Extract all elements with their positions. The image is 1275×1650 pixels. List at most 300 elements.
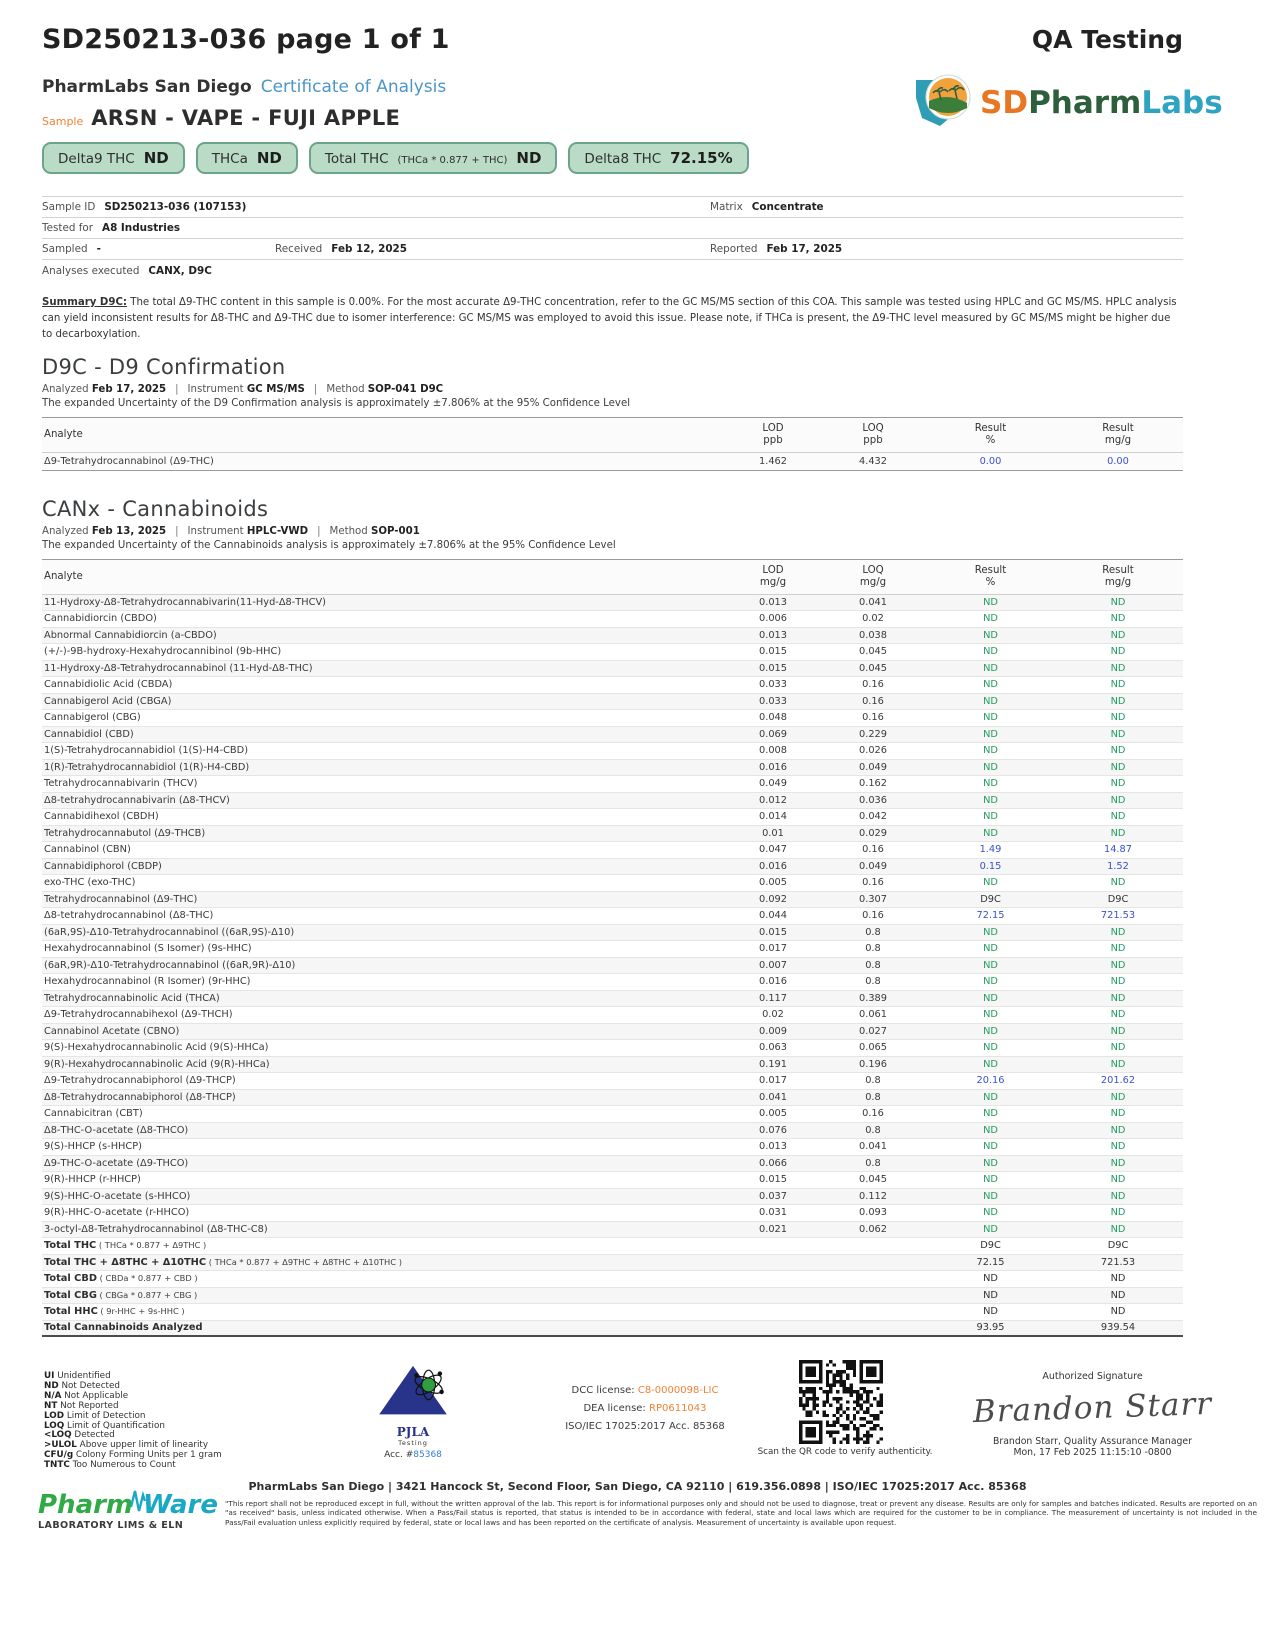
legend-abbr: NT [44,1400,58,1411]
d9c-meta-line [42,384,1165,395]
loq-value: 0.038 [858,629,888,641]
analyte-row [42,727,1183,744]
tested-for-label: Tested for [42,222,94,234]
total-row [42,1255,1183,1272]
analyte-row [42,941,1183,958]
dates-row [42,239,1183,260]
analyte-name: Tetrahydrocannabinol (Δ9-THC) [44,893,198,905]
analyte-row [42,595,1183,612]
column-loq: LOQ mg/g [859,564,887,588]
matrix-value: Concentrate [751,201,824,213]
result-mgg: ND [1110,794,1126,806]
analyte-name: 1(R)-Tetrahydrocannabidiol (1(R)-H4-CBD) [44,761,250,773]
lod-value: 0.117 [758,992,788,1004]
result-mgg: ND [1110,745,1126,757]
legend-abbr: TNTC [44,1460,70,1471]
d9c-table-header [42,417,1183,453]
analyte-name: Δ9-Tetrahydrocannabinol (Δ9-THC) [44,455,214,467]
lod-value: 0.014 [758,811,788,823]
result-percent: ND [983,761,998,773]
received-value: Feb 12, 2025 [331,243,408,255]
badge-label: Total THC [324,151,389,167]
total-formula: ( THCa * 0.877 + Δ9THC ) [96,1240,207,1251]
result-mgg: ND [1110,778,1126,790]
lod-value: 0.015 [758,662,788,674]
analyte-row [42,710,1183,727]
result-percent: ND [983,1124,998,1136]
result-percent: ND [983,1091,998,1103]
analyte-name: Δ9-Tetrahydrocannabihexol (Δ9-THCH) [44,1009,233,1021]
total-formula: ( CBGa * 0.877 + CBG ) [96,1289,198,1300]
pjla-accreditation-number [358,1450,468,1460]
analyte-name: Cannabinol Acetate (CBNO) [44,1025,180,1037]
total-label [42,1273,728,1284]
canx-uncertainty-note: The expanded Uncertainty of the Cannabinoids analysis is approximately ±7.806% at the 95% Confidence Level [42,539,616,551]
result-mgg: 14.87 [1103,844,1133,856]
verification-qr-code [799,1360,883,1444]
total-row [42,1238,1183,1255]
analyte-row [42,1205,1183,1222]
loq-value: 0.307 [858,893,888,905]
result-percent: ND [983,662,998,674]
pharmware-ware: Ware [143,1490,218,1520]
reported-value: Feb 17, 2025 [766,243,843,255]
analyte-row [42,925,1183,942]
sample-label: Sample [42,115,84,128]
column-analyte: Analyte [44,429,83,440]
badge-delta9-thc [42,142,185,174]
result-mgg: ND [1110,1058,1126,1070]
qa-testing-title: QA Testing [1031,25,1183,54]
badge-value: ND [256,149,282,167]
result-mgg: D9C [1107,1240,1129,1252]
lod-value: 0.044 [758,910,788,922]
analyte-name: Cannabigerol (CBG) [44,712,141,724]
dea-license-label: DEA license: [583,1403,646,1414]
result-percent: 1.49 [979,844,1002,856]
badge-total-thc [309,142,558,174]
analyte-row [42,908,1183,925]
d9c-section-title: D9C - D9 Confirmation [42,355,286,379]
result-mgg: ND [1110,959,1126,971]
analyte-name: (6aR,9S)-Δ10-Tetrahydrocannabinol ((6aR,9S)-Δ10) [44,926,295,938]
loq-value: 0.8 [865,926,881,938]
sampled-label: Sampled [42,243,88,255]
analyte-name: Cannabidiorcin (CBDO) [44,613,157,625]
result-percent: ND [983,877,998,889]
lod-value: 0.005 [758,877,788,889]
analyte-name: Δ9-THC-O-acetate (Δ9-THCO) [44,1157,189,1169]
result-mgg: ND [1110,646,1126,658]
loq-value: 0.8 [865,1157,881,1169]
abbreviation-legend [44,1372,222,1471]
result-percent: 20.16 [976,1075,1005,1087]
page-header [42,24,1183,55]
column-lod: LOD mg/g [759,564,787,588]
result-mgg: ND [1110,1289,1126,1301]
pjla-testing-label: Testing [398,1439,428,1447]
loq-value: 0.8 [865,943,881,955]
legend-abbr: <LOQ [44,1430,72,1441]
sdpharmlabs-emblem-icon [912,70,976,136]
meta-value: HPLC-VWD [246,525,309,537]
badge-value: ND [516,149,542,167]
result-percent: ND [983,596,998,608]
loq-value: 0.041 [858,596,888,608]
meta-value: SOP-001 [371,525,420,537]
lab-name: PharmLabs San Diego [42,77,252,97]
result-percent: ND [983,646,998,658]
badge-thca [196,142,298,174]
lod-value: 0.047 [758,844,788,856]
meta-separator: | [175,384,179,395]
sample-id-value: SD250213-036 (107153) [104,201,247,213]
d9c-uncertainty-note: The expanded Uncertainty of the D9 Confirmation analysis is approximately ±7.806% at the 95% Confidence Level [42,398,631,409]
pjla-accreditation [358,1362,468,1460]
loq-value: 0.062 [858,1223,888,1235]
result-percent: D9C [980,1240,1001,1252]
total-label [42,1290,728,1301]
pjla-logo-icon [374,1405,452,1424]
loq-value: 4.432 [858,455,888,467]
analyte-row [42,644,1183,661]
total-label [42,1257,728,1268]
summary-text: The total Δ9-THC content in this sample is 0.00%. For the most accurate Δ9-THC concentration, refer to the GC MS/MS section of this COA. This sample was tested using HPLC and GC MS/MS. HPLC analysis can yield inconsistent results for Δ8-THC and Δ9-THC due to isomer interference: GC MS/MS was employed to avoid this issue. Please note, if THCa is present, the Δ9-THC level measured by GC MS/MS might be higher due to decarboxylation. [42,297,1177,340]
column-result-mgg: Result mg/g [1102,564,1134,588]
column-analyte: Analyte [44,570,83,582]
canx-meta-line [42,526,1165,537]
loq-value: 0.042 [858,811,888,823]
result-mgg: ND [1110,1025,1126,1037]
analyte-row [42,776,1183,793]
pharmware-wordmark [38,1487,218,1520]
analyte-name: 3-octyl-Δ8-Tetrahydrocannabinol (Δ8-THC-C8) [44,1223,268,1235]
signature-handwriting: Brandon Starr [972,1385,1213,1431]
sample-id-row [42,197,1183,218]
lod-value: 0.006 [758,613,788,625]
badge-delta8-thc [568,142,748,174]
result-percent: ND [983,943,998,955]
analyte-name: Tetrahydrocannabinolic Acid (THCA) [44,992,220,1004]
result-percent: ND [983,728,998,740]
analyte-name: Hexahydrocannabinol (S Isomer) (9s-HHC) [44,943,252,955]
analyte-row [42,1123,1183,1140]
canx-table-header [42,559,1183,595]
meta-label: Analyzed [42,525,92,537]
legend-desc: Colony Forming Units per 1 gram [73,1450,222,1461]
lod-value: 0.037 [758,1190,788,1202]
result-mgg: ND [1110,1091,1126,1103]
meta-value: Feb 13, 2025 [91,525,167,537]
lod-value: 0.01 [762,827,784,839]
loq-value: 0.16 [862,1108,884,1120]
analyte-name: 9(R)-HHC-O-acetate (r-HHCO) [44,1207,190,1219]
loq-value: 0.02 [862,613,884,625]
analyte-row [42,1106,1183,1123]
analyte-row [42,991,1183,1008]
legend-desc: Detected [71,1430,115,1441]
logo-sd: SD [980,85,1029,121]
logo-pharm: Pharm [1028,85,1142,121]
legend-desc: Limit of Detection [64,1410,146,1421]
lod-value: 0.016 [758,860,788,872]
column-loq: LOQ ppb [862,423,884,446]
lod-value: 0.02 [762,1009,784,1021]
legend-abbr: CFU/g [44,1450,74,1461]
lod-value: 0.031 [758,1207,788,1219]
qr-caption: Scan the QR code to verify authenticity. [757,1447,933,1457]
analyte-name: 11-Hydroxy-Δ8-Tetrahydrocannabivarin(11-Hyd-Δ8-THCV) [44,596,327,608]
tested-for-value: A8 Industries [102,222,181,234]
result-percent: ND [983,1190,998,1202]
analyte-name: Δ9-Tetrahydrocannabiphorol (Δ9-THCP) [44,1075,236,1087]
result-mgg: ND [1110,728,1126,740]
result-percent: ND [983,1058,998,1070]
legend-desc: Not Applicable [61,1390,129,1401]
sampled-value: - [96,243,101,255]
result-percent: ND [983,1042,998,1054]
analyte-row [42,661,1183,678]
pjla-name: PJLA [396,1425,430,1439]
d9c-results-table [42,417,1183,471]
analyte-name: 9(R)-HHCP (r-HHCP) [44,1174,141,1186]
result-mgg: ND [1110,629,1126,641]
analyte-name: Tetrahydrocannabutol (Δ9-THCB) [44,827,206,839]
dcc-license-value: C8-0000098-LIC [637,1385,719,1396]
analyte-row [42,1073,1183,1090]
loq-value: 0.036 [858,794,888,806]
analyte-row [42,809,1183,826]
legend-abbr: >ULOL [44,1440,77,1451]
loq-value: 0.16 [862,910,884,922]
signature-block [950,1371,1235,1458]
analyte-row [42,1172,1183,1189]
result-mgg: ND [1110,1273,1126,1285]
analyte-row [42,793,1183,810]
loq-value: 0.026 [858,745,888,757]
loq-value: 0.16 [862,712,884,724]
loq-value: 0.049 [858,761,888,773]
result-mgg: ND [1110,1207,1126,1219]
result-percent: ND [983,1174,998,1186]
result-mgg: ND [1110,1042,1126,1054]
total-formula: ( CBDa * 0.877 + CBD ) [96,1273,198,1284]
lod-value: 0.012 [758,794,788,806]
report-disclaimer: "This report shall not be reproduced except in full, without the written approval of the lab. This report is for informational purposes only and should not be used to diagnose, treat or prevent any disease. Results are only for samples and batches indicated. Results are reported on an "as received" basis, unless indicated otherwise. When a Pass/Fail status is reported, that status is intended to be in accordance with federal, state and local laws which are required for the customer to be in compliance. The measurement of uncertainty is not included in the Pass/Fail evaluation unless explicitly required by federal, state or local laws and has been reported on the certificate of analysis. Measurement of uncertainty is available upon request. [225,1499,1257,1527]
analyte-name: Cannabicitran (CBT) [44,1108,143,1120]
analyte-row [42,628,1183,645]
analyte-name: Cannabinol (CBN) [44,844,131,856]
tested-for-row [42,218,1183,239]
analyte-row [42,1007,1183,1024]
result-percent: ND [983,1289,998,1301]
loq-value: 0.045 [858,1174,888,1186]
potency-badges [42,142,1165,174]
loq-value: 0.8 [865,959,881,971]
license-block [520,1382,770,1436]
lod-value: 0.066 [758,1157,788,1169]
legend-abbr: ND [44,1380,59,1391]
result-mgg: ND [1110,976,1126,988]
dcc-license-label: DCC license: [571,1385,635,1396]
result-percent: ND [983,1141,998,1153]
lod-value: 0.009 [758,1025,788,1037]
result-percent: ND [983,1273,998,1285]
lod-value: 0.021 [758,1223,788,1235]
analyte-row [42,1156,1183,1173]
loq-value: 0.027 [858,1025,888,1037]
result-mgg: ND [1110,695,1126,707]
lab-address-line: PharmLabs San Diego | 3421 Hancock St, Second Floor, San Diego, CA 92110 | 619.356.0898 | ISO/IEC 17025:2017 Acc. 85368 [248,1480,1027,1493]
analyte-row [42,1057,1183,1074]
meta-label: Instrument [187,384,247,395]
total-name: Total THC + Δ8THC + Δ10THC [44,1256,207,1268]
result-percent: ND [983,1306,998,1318]
lod-value: 0.063 [758,1042,788,1054]
meta-value: Feb 17, 2025 [91,384,167,395]
d9c-table-body [42,453,1183,471]
result-percent: ND [983,976,998,988]
result-mgg: ND [1110,712,1126,724]
legend-desc: Limit of Quantification [64,1420,165,1431]
result-mgg: 721.53 [1100,1256,1136,1268]
legend-abbr: LOD [44,1410,65,1421]
loq-value: 0.029 [858,827,888,839]
lod-value: 0.017 [758,1075,788,1087]
analyte-name: Δ8-tetrahydrocannabivarin (Δ8-THCV) [44,794,230,806]
result-percent: ND [983,712,998,724]
lod-value: 0.016 [758,976,788,988]
badge-label: Delta9 THC [58,151,135,167]
analyte-name: Tetrahydrocannabivarin (THCV) [44,778,198,790]
analyte-name: (+/-)-9B-hydroxy-Hexahydrocannibinol (9b-HHC) [44,646,282,658]
analyte-name: Cannabigerol Acid (CBGA) [44,695,172,707]
analyte-row [42,1090,1183,1107]
analyte-row [42,677,1183,694]
analyte-row [42,1040,1183,1057]
signer-name-title: Brandon Starr, Quality Assurance Manager [993,1436,1192,1447]
total-row [42,1271,1183,1288]
column-result-pct: Result % [974,564,1007,588]
total-row [42,1321,1183,1338]
badge-label: Delta8 THC [584,151,662,167]
result-mgg: ND [1110,943,1126,955]
lod-value: 0.033 [758,695,788,707]
analyte-row [42,859,1183,876]
result-mgg: ND [1110,1108,1126,1120]
pharmware-tagline: LABORATORY LIMS & ELN [38,1520,184,1531]
meta-label: Method [329,525,371,537]
dea-license-line [520,1400,770,1418]
result-mgg: ND [1110,679,1126,691]
total-formula: ( THCa * 0.877 + Δ9THC + Δ8THC + Δ10THC ) [206,1256,402,1267]
meta-label: Analyzed [42,384,92,395]
result-percent: ND [983,679,998,691]
sdpharmlabs-logo [912,70,1223,136]
result-percent: ND [983,1009,998,1021]
analyte-row [42,958,1183,975]
analyses-value: CANX, D9C [148,264,212,277]
result-percent: ND [983,613,998,625]
legend-item [44,1461,222,1471]
result-mgg: ND [1110,596,1126,608]
loq-value: 0.112 [858,1190,888,1202]
total-row [42,1304,1183,1321]
matrix-label: Matrix [710,201,743,213]
result-mgg: 721.53 [1100,910,1136,922]
result-mgg: 939.54 [1100,1322,1136,1334]
meta-separator: | [317,525,321,537]
sample-info-table [42,196,1183,281]
result-percent: ND [983,1025,998,1037]
badge-formula: (THCa * 0.877 + THC) [397,155,508,166]
result-mgg: ND [1110,811,1126,823]
meta-separator: | [313,384,318,395]
result-mgg: ND [1110,1141,1126,1153]
result-mgg: 1.52 [1107,860,1129,872]
result-percent: ND [983,1223,998,1235]
result-mgg: ND [1110,1306,1126,1318]
dea-license-value: RP0611043 [649,1403,707,1414]
analyte-row [42,974,1183,991]
loq-value: 0.16 [862,877,884,889]
result-percent: ND [983,1157,998,1169]
legend-abbr: N/A [44,1390,62,1401]
analyte-row [42,1139,1183,1156]
column-result-mgg: Result mg/g [1102,423,1134,446]
authorized-signature-heading: Authorized Signature [1042,1371,1143,1382]
canx-section-title: CANx - Cannabinoids [42,496,269,521]
signature-datetime: Mon, 17 Feb 2025 11:15:10 -0800 [1013,1447,1172,1458]
dcc-license-line [520,1382,770,1400]
meta-value: GC MS/MS [246,384,305,395]
lod-value: 0.016 [758,761,788,773]
lod-value: 0.048 [758,712,788,724]
result-percent: ND [983,794,998,806]
analyte-name: Δ8-tetrahydrocannabinol (Δ8-THC) [44,910,214,922]
analyte-row [42,743,1183,760]
lod-value: 0.076 [758,1124,788,1136]
total-name: Total HHC [44,1306,98,1318]
result-percent: ND [983,1108,998,1120]
lod-value: 0.015 [758,646,788,658]
loq-value: 0.093 [858,1207,888,1219]
canx-table-body [42,595,1183,1338]
meta-label: Method [326,384,368,395]
result-mgg: ND [1110,1190,1126,1202]
result-percent: 0.00 [979,455,1002,467]
result-percent: ND [983,926,998,938]
legend-desc: Not Detected [58,1380,121,1391]
lod-value: 0.049 [758,778,788,790]
analyte-name: Δ8-THC-O-acetate (Δ8-THCO) [44,1124,189,1136]
loq-value: 0.389 [858,992,888,1004]
loq-value: 0.041 [858,1141,888,1153]
analyses-row [42,260,1183,281]
lod-value: 1.462 [758,455,788,467]
loq-value: 0.049 [858,860,888,872]
analyte-row [42,826,1183,843]
pharmware-pharm: Pharm [38,1490,134,1520]
lod-value: 0.191 [758,1058,788,1070]
acc-label: Acc. # [384,1450,414,1460]
analyte-row [42,453,1183,470]
analyte-name: 9(R)-Hexahydrocannabinolic Acid (9(R)-HHCa) [44,1058,270,1070]
analyte-name: Abnormal Cannabidiorcin (a-CBDO) [44,629,217,641]
summary-paragraph [42,295,1183,343]
result-mgg: ND [1110,613,1126,625]
analyte-row [42,1189,1183,1206]
